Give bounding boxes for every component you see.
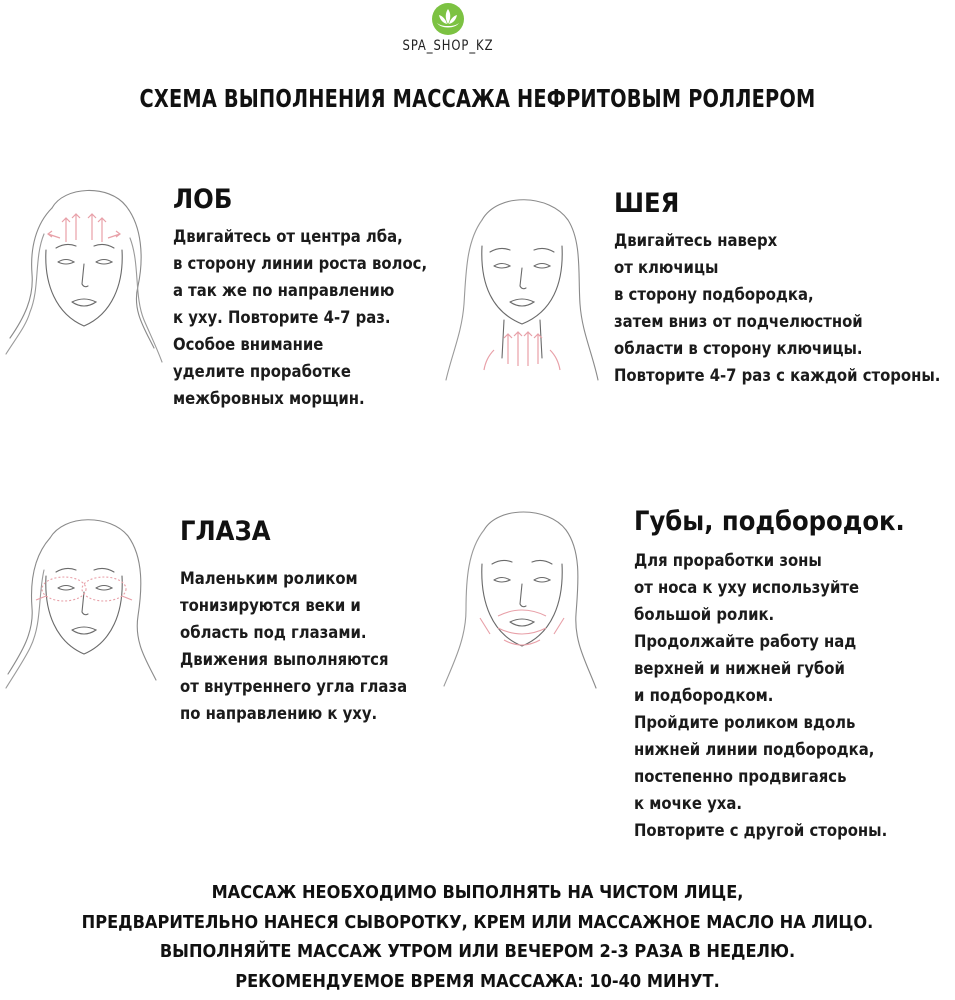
text-line: затем вниз от подчелюстной <box>614 312 863 331</box>
footer-line: МАССАЖ НЕОБХОДИМО ВЫПОЛНЯТЬ НА ЧИСТОМ ЛИЦЕ, <box>211 882 744 903</box>
text-line: к уху. Повторите 4-7 раз. <box>173 308 391 327</box>
text-line: тонизируются веки и <box>180 596 361 615</box>
face-eyes-illustration <box>4 508 164 698</box>
text-line: Движения выполняются <box>180 650 389 669</box>
text-line: в сторону линии роста волос, <box>173 254 428 273</box>
text-line: области в сторону ключицы. <box>614 339 863 358</box>
text-line: от ключицы <box>614 258 719 277</box>
section-lips-chin-text <box>634 547 887 844</box>
text-line: Особое внимание <box>173 335 324 354</box>
face-lips-chin-illustration <box>440 500 600 700</box>
text-line: большой ролик. <box>634 605 775 624</box>
text-line: Двигайтесь наверх <box>614 231 778 250</box>
footer-line: РЕКОМЕНДУЕМОЕ ВРЕМЯ МАССАЖА: 10-40 МИНУТ. <box>235 970 720 992</box>
section-eyes-heading: ГЛАЗА <box>180 516 271 547</box>
text-line: к мочке уха. <box>634 794 742 813</box>
text-line: а так же по направлению <box>173 281 395 300</box>
text-line: Двигайтесь от центра лба, <box>173 227 403 246</box>
text-line: верхней и нижней губой <box>634 659 845 678</box>
section-lips-chin-heading: Губы, подбородок. <box>634 506 905 537</box>
section-forehead-heading: ЛОБ <box>173 184 233 215</box>
section-forehead-text <box>173 223 427 412</box>
face-forehead-illustration <box>4 178 164 368</box>
brand-logo <box>388 2 508 72</box>
text-line: межбровных морщин. <box>173 389 365 408</box>
text-line: уделите проработке <box>173 362 351 381</box>
text-line: область под глазами. <box>180 623 367 642</box>
text-line: по направлению к уху. <box>180 704 378 723</box>
face-neck-illustration <box>442 186 602 386</box>
brand-name: SPA_SHOP_KZ <box>402 38 494 54</box>
section-eyes-text <box>180 565 407 727</box>
text-line: Повторите 4-7 раз с каждой стороны. <box>614 366 941 385</box>
footer-notes <box>0 878 955 996</box>
text-line: Маленьким роликом <box>180 569 358 588</box>
text-line: от внутреннего угла глаза <box>180 677 408 696</box>
text-line: Повторите с другой стороны. <box>634 821 888 840</box>
text-line: Для проработки зоны <box>634 551 822 570</box>
page-title: СХЕМА ВЫПОЛНЕНИЯ МАССАЖА НЕФРИТОВЫМ РОЛЛЕРОМ <box>139 84 816 113</box>
footer-line: ПРЕДВАРИТЕЛЬНО НАНЕСЯ СЫВОРОТКУ, КРЕМ ИЛИ МАССАЖНОЕ МАСЛО НА ЛИЦО. <box>81 911 874 933</box>
lotus-icon <box>431 2 465 36</box>
text-line: нижней линии подбородка, <box>634 740 875 759</box>
text-line: Пройдите роликом вдоль <box>634 713 856 732</box>
text-line: от носа к уху используйте <box>634 578 860 597</box>
section-neck-text <box>614 227 940 389</box>
section-neck-heading: ШЕЯ <box>614 188 680 219</box>
footer-line: ВЫПОЛНЯЙТЕ МАССАЖ УТРОМ ИЛИ ВЕЧЕРОМ 2-3 РАЗА В НЕДЕЛЮ. <box>159 941 796 962</box>
text-line: и подбородком. <box>634 686 774 705</box>
text-line: постепенно продвигаясь <box>634 767 847 786</box>
text-line: Продолжайте работу над <box>634 632 857 651</box>
text-line: в сторону подбородка, <box>614 285 814 304</box>
